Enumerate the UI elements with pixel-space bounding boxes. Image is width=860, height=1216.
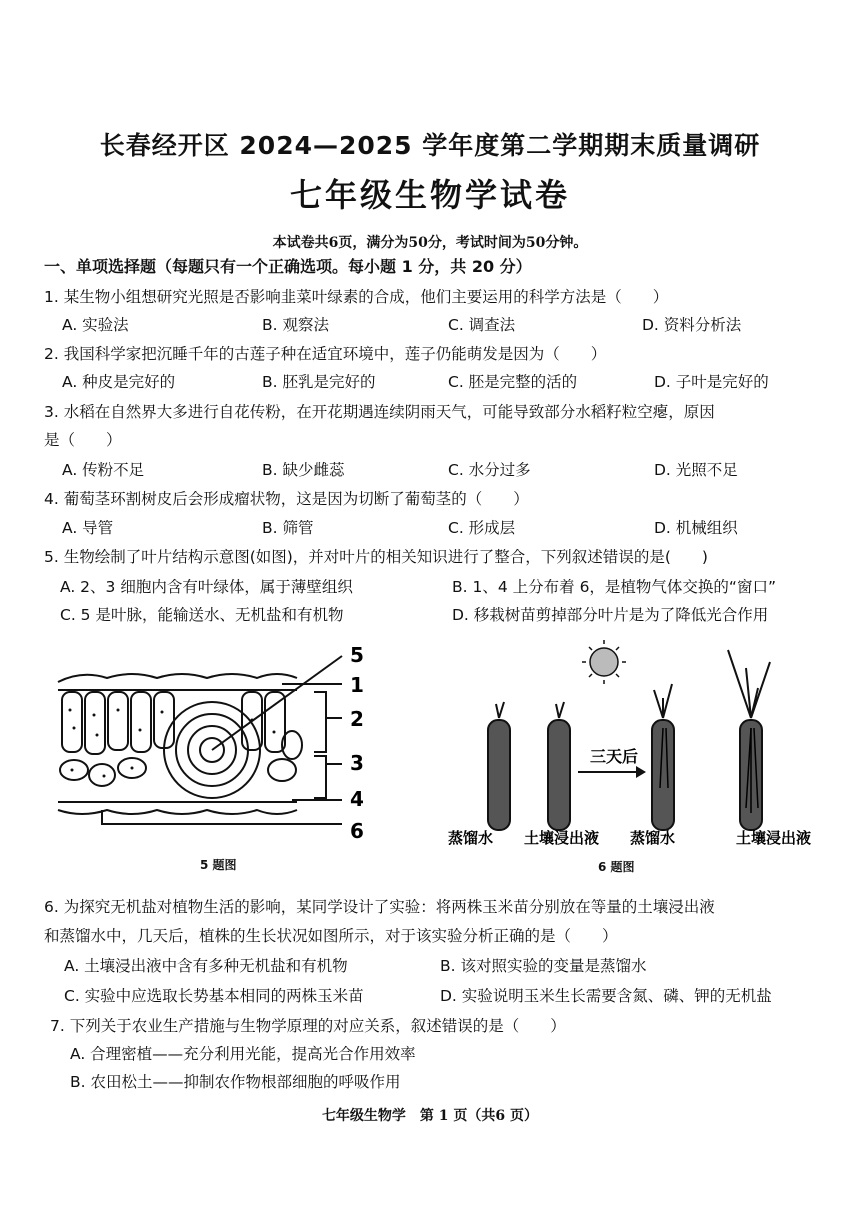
tube-label-4: 土壤浸出液	[736, 829, 812, 847]
leaf-label-4: 4	[350, 787, 364, 811]
q3-option-b: B. 缺少雌蕊	[262, 461, 345, 479]
q6-option-c: C. 实验中应选取长势基本相同的两株玉米苗	[64, 987, 364, 1005]
q2-option-d: D. 子叶是完好的	[654, 373, 769, 391]
question-6-stem-cont: 和蒸馏水中，几天后，植株的生长状况如图所示，对于该实验分析正确的是（ ）	[44, 927, 618, 945]
question-1-stem: 1. 某生物小组想研究光照是否影响韭菜叶绿素的合成，他们主要运用的科学方法是（ ）	[44, 288, 669, 306]
figure-5-caption: 5 题图	[200, 858, 237, 872]
question-7-stem: 7. 下列关于农业生产措施与生物学原理的对应关系，叙述错误的是（ ）	[50, 1017, 566, 1035]
question-6-stem: 6. 为探究无机盐对植物生活的影响，某同学设计了实验：将两株玉米苗分别放在等量的土壤浸出液	[44, 898, 715, 916]
question-5-stem: 5. 生物绘制了叶片结构示意图(如图)，并对叶片的相关知识进行了整合，下列叙述错误的是( )	[44, 548, 708, 566]
figure-6-caption: 6 题图	[598, 860, 635, 874]
q2-option-a: A. 种皮是完好的	[62, 373, 176, 391]
q6-option-a: A. 土壤浸出液中含有多种无机盐和有机物	[64, 957, 348, 975]
page-footer: 七年级生物学 第 1 页（共6 页）	[321, 1108, 539, 1124]
q2-option-c: C. 胚是完整的活的	[448, 373, 578, 391]
question-3-stem-cont: 是（ ）	[44, 431, 122, 449]
right-arrow-icon	[578, 766, 646, 778]
tube-label-1: 蒸馏水	[448, 829, 494, 847]
q5-option-b: B. 1、4 上分布着 6，是植物气体交换的“窗口”	[452, 578, 776, 596]
q1-option-a: A. 实验法	[62, 316, 129, 334]
q1-option-d: D. 资料分析法	[642, 316, 742, 334]
leaf-label-2: 2	[350, 707, 364, 731]
leaf-label-1: 1	[350, 673, 364, 697]
q3-option-d: D. 光照不足	[654, 461, 738, 479]
q7-option-a: A. 合理密植——充分利用光能，提高光合作用效率	[70, 1045, 416, 1063]
q4-option-a: A. 导管	[62, 519, 114, 537]
q3-option-c: C. 水分过多	[448, 461, 531, 479]
q5-option-c: C. 5 是叶脉，能输送水、无机盐和有机物	[60, 606, 344, 624]
q5-option-d: D. 移栽树苗剪掉部分叶片是为了降低光合作用	[452, 606, 769, 624]
leaf-label-5: 5	[350, 643, 364, 667]
q4-option-c: C. 形成层	[448, 519, 516, 537]
three-days-later-label: 三天后	[590, 747, 639, 766]
q3-option-a: A. 传粉不足	[62, 461, 145, 479]
exam-note: 本试卷共6页，满分为50分，考试时间为50分钟。	[272, 235, 588, 251]
question-4-stem: 4. 葡萄茎环割树皮后会形成瘤状物，这是因为切断了葡萄茎的（ ）	[44, 490, 529, 508]
q1-option-c: C. 调查法	[448, 316, 516, 334]
corn-seedling-experiment-diagram	[440, 638, 820, 848]
q6-option-d: D. 实验说明玉米生长需要含氮、磷、钾的无机盐	[440, 987, 772, 1005]
leaf-structure-diagram	[52, 640, 382, 840]
q4-option-d: D. 机械组织	[654, 519, 738, 537]
q1-option-b: B. 观察法	[262, 316, 329, 334]
leaf-label-6: 6	[350, 819, 364, 840]
exam-subject-title: 七年级生物学试卷	[289, 176, 570, 214]
leaf-label-3: 3	[350, 751, 364, 775]
q4-option-b: B. 筛管	[262, 519, 314, 537]
tube-label-2: 土壤浸出液	[524, 829, 600, 847]
section-heading: 一、单项选择题（每题只有一个正确选项。每小题 1 分，共 20 分）	[44, 257, 532, 276]
q7-option-b: B. 农田松土——抑制农作物根部细胞的呼吸作用	[70, 1073, 401, 1091]
tube-label-3: 蒸馏水	[630, 829, 676, 847]
sun-icon	[582, 640, 626, 684]
question-2-stem: 2. 我国科学家把沉睡千年的古莲子种在适宜环境中，莲子仍能萌发是因为（ ）	[44, 345, 607, 363]
q6-option-b: B. 该对照实验的变量是蒸馏水	[440, 957, 647, 975]
q5-option-a: A. 2、3 细胞内含有叶绿体，属于薄壁组织	[60, 578, 353, 596]
q2-option-b: B. 胚乳是完好的	[262, 373, 376, 391]
question-3-stem: 3. 水稻在自然界大多进行自花传粉，在开花期遇连续阴雨天气，可能导致部分水稻籽粒空瘪，原因	[44, 403, 715, 421]
exam-header-title: 长春经开区 2024—2025 学年度第二学期期末质量调研	[99, 131, 761, 160]
